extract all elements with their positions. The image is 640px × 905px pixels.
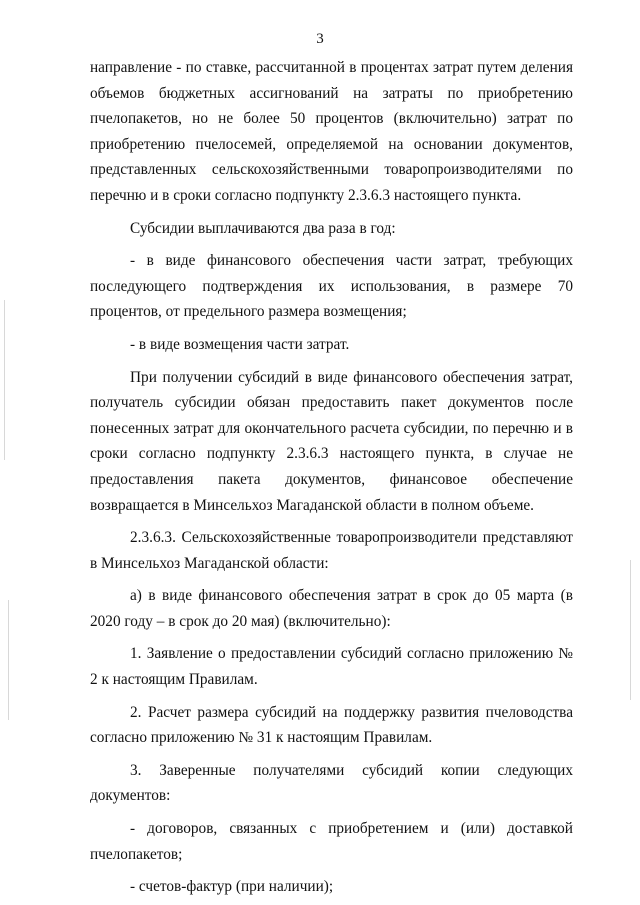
paragraph-payment-frequency: Субсидии выплачиваются два раза в год: bbox=[130, 219, 396, 237]
paragraph-rate-direction: направление - по ставке, рассчитанной в процентах затрат путем деления объемов бюджетных ассигнований на затраты по приобретению пчелопакетов, но не более 50 процентов (включительно) затрат по приобретению пчелосемей, определяемой на основании документов, представленных сельскохозяйственными товаропроизводителями по перечню и в сроки согласно подпункту 2.3.6.3 настоящего пункта. bbox=[90, 59, 573, 204]
paragraph-item-2: 2. Расчет размера субсидий на поддержку развития пчеловодства согласно приложению № 31 к настоящим Правилам. bbox=[90, 703, 573, 747]
paragraph-item-3: 3. Заверенные получателями субсидий копии следующих документов: bbox=[90, 761, 573, 805]
paragraph-financial-support-part: - в виде финансового обеспечения части затрат, требующих последующего подтверждения их использования, в размере 70 процентов, от предельного размера возмещения; bbox=[90, 252, 573, 321]
paragraph-recipient-obligation: При получении субсидий в виде финансового обеспечения затрат, получатель субсидии обязан предоставить пакет документов после понесенных затрат для окончательного расчета субсидии, по перечню и в сроки согласно подпункту 2.3.6.3 настоящего пункта, в случае не предоставления пакета документов, финансовое обеспечение возвращается в Минсельхоз Магаданской области в полном объеме. bbox=[90, 368, 573, 514]
paragraph-invoices: - счетов-фактур (при наличии); bbox=[130, 878, 334, 896]
paragraph-item-1: 1. Заявление о предоставлении субсидий согласно приложению № 2 к настоящим Правилам. bbox=[90, 645, 573, 689]
scan-edge-mark-left bbox=[4, 300, 5, 460]
paragraph-section-2-3-6-3: 2.3.6.3. Сельскохозяйственные товаропроизводители представляют в Минсельхоз Магаданской области: bbox=[90, 529, 573, 572]
paragraph-reimbursement-part: - в виде возмещения части затрат. bbox=[130, 335, 350, 353]
paragraph-contracts: - договоров, связанных с приобретением и (или) доставкой пчелопакетов; bbox=[90, 820, 573, 863]
scan-edge-mark-left-lower bbox=[8, 600, 9, 720]
scan-edge-mark-right bbox=[630, 560, 631, 700]
page-number: 3 bbox=[316, 31, 324, 47]
paragraph-item-a: а) в виде финансового обеспечения затрат в срок до 05 марта (в 2020 году – в срок до 20 мая) (включительно): bbox=[90, 587, 573, 630]
document-body bbox=[90, 55, 573, 900]
